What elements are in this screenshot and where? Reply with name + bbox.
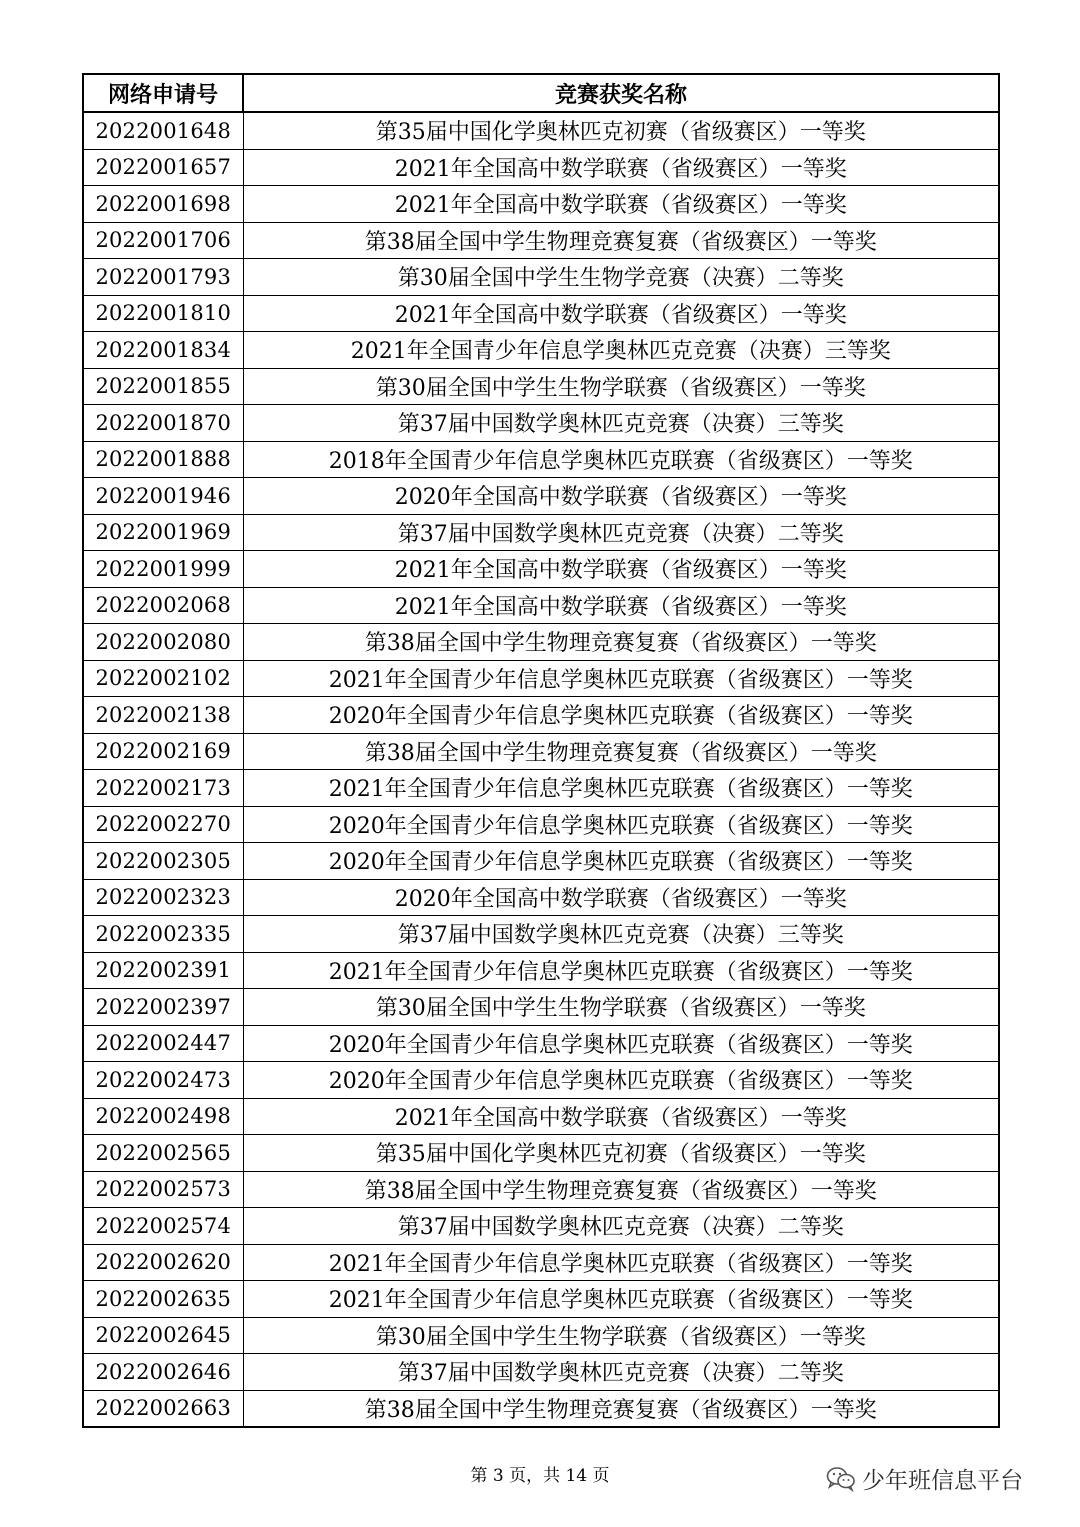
table-row	[83, 368, 999, 405]
application-id-cell: 2022002473	[83, 1062, 243, 1099]
table-row	[83, 624, 999, 661]
application-id-cell: 2022001648	[83, 112, 243, 149]
application-id-cell: 2022002447	[83, 1025, 243, 1062]
header-row	[83, 74, 999, 112]
watermark-text: 少年班信息平台	[862, 1468, 1023, 1494]
table-row	[83, 259, 999, 296]
table-row	[83, 952, 999, 989]
table-row	[83, 186, 999, 223]
table-row	[83, 660, 999, 697]
application-id-cell: 2022002391	[83, 952, 243, 989]
table-row	[83, 587, 999, 624]
application-id-cell: 2022002663	[83, 1390, 243, 1427]
table-row	[83, 405, 999, 442]
application-id-cell: 2022001706	[83, 222, 243, 259]
award-name-cell: 第30届全国中学生生物学联赛（省级赛区）一等奖	[243, 368, 999, 405]
application-id-cell: 2022002646	[83, 1354, 243, 1391]
award-name-cell: 第35届中国化学奥林匹克初赛（省级赛区）一等奖	[243, 1135, 999, 1172]
award-name-cell: 2020年全国青少年信息学奥林匹克联赛（省级赛区）一等奖	[243, 697, 999, 734]
award-name-cell: 第37届中国数学奥林匹克竞赛（决赛）三等奖	[243, 405, 999, 442]
table-body	[83, 112, 999, 1427]
application-id-cell: 2022002169	[83, 733, 243, 770]
award-name-cell: 2021年全国高中数学联赛（省级赛区）一等奖	[243, 186, 999, 223]
award-name-cell: 2018年全国青少年信息学奥林匹克联赛（省级赛区）一等奖	[243, 441, 999, 478]
application-id-cell: 2022001793	[83, 259, 243, 296]
application-id-cell: 2022002635	[83, 1281, 243, 1318]
table-header	[83, 74, 999, 112]
application-id-cell: 2022002565	[83, 1135, 243, 1172]
application-id-cell: 2022002305	[83, 843, 243, 880]
application-id-cell: 2022002645	[83, 1317, 243, 1354]
application-id-cell: 2022002270	[83, 806, 243, 843]
table-row	[83, 514, 999, 551]
wechat-icon	[826, 1466, 856, 1492]
application-id-cell: 2022001698	[83, 186, 243, 223]
table-row	[83, 1171, 999, 1208]
table-row	[83, 697, 999, 734]
table-row	[83, 1281, 999, 1318]
table-row	[83, 222, 999, 259]
table-row	[83, 1244, 999, 1281]
award-name-cell: 2020年全国高中数学联赛（省级赛区）一等奖	[243, 879, 999, 916]
watermark	[826, 1462, 1023, 1495]
award-name-cell: 2021年全国青少年信息学奥林匹克竞赛（决赛）三等奖	[243, 332, 999, 369]
award-name-cell: 第38届全国中学生物理竞赛复赛（省级赛区）一等奖	[243, 1390, 999, 1427]
table-row	[83, 295, 999, 332]
application-id-cell: 2022002138	[83, 697, 243, 734]
table-row	[83, 1062, 999, 1099]
table-row	[83, 441, 999, 478]
application-id-cell: 2022001834	[83, 332, 243, 369]
award-name-cell: 第37届中国数学奥林匹克竞赛（决赛）三等奖	[243, 916, 999, 953]
application-id-cell: 2022002102	[83, 660, 243, 697]
table-row	[83, 1354, 999, 1391]
application-id-cell: 2022001999	[83, 551, 243, 588]
page-footer: 第 3 页，共 14 页	[470, 1466, 610, 1486]
table-row	[83, 843, 999, 880]
table-row	[83, 1208, 999, 1245]
table-row	[83, 916, 999, 953]
table-row	[83, 1025, 999, 1062]
application-id-cell: 2022001657	[83, 149, 243, 186]
table-row	[83, 770, 999, 807]
application-id-cell: 2022002498	[83, 1098, 243, 1135]
award-name-cell: 第38届全国中学生物理竞赛复赛（省级赛区）一等奖	[243, 733, 999, 770]
application-id-cell: 2022002573	[83, 1171, 243, 1208]
award-name-cell: 2020年全国青少年信息学奥林匹克联赛（省级赛区）一等奖	[243, 1025, 999, 1062]
award-name-cell: 第38届全国中学生物理竞赛复赛（省级赛区）一等奖	[243, 1171, 999, 1208]
application-id-cell: 2022001855	[83, 368, 243, 405]
application-id-cell: 2022001946	[83, 478, 243, 515]
award-name-cell: 第38届全国中学生物理竞赛复赛（省级赛区）一等奖	[243, 222, 999, 259]
award-name-cell: 第37届中国数学奥林匹克竞赛（决赛）二等奖	[243, 1208, 999, 1245]
award-name-cell: 2021年全国青少年信息学奥林匹克联赛（省级赛区）一等奖	[243, 1244, 999, 1281]
award-name-cell: 2021年全国高中数学联赛（省级赛区）一等奖	[243, 587, 999, 624]
award-name-cell: 第38届全国中学生物理竞赛复赛（省级赛区）一等奖	[243, 624, 999, 661]
awards-table	[82, 73, 1000, 1428]
table-row	[83, 1390, 999, 1427]
application-id-cell: 2022001870	[83, 405, 243, 442]
award-name-cell: 2021年全国青少年信息学奥林匹克联赛（省级赛区）一等奖	[243, 1281, 999, 1318]
table-row	[83, 733, 999, 770]
table-row	[83, 806, 999, 843]
application-id-cell: 2022002068	[83, 587, 243, 624]
table-row	[83, 989, 999, 1026]
award-name-cell: 2021年全国高中数学联赛（省级赛区）一等奖	[243, 149, 999, 186]
award-name-cell: 2020年全国高中数学联赛（省级赛区）一等奖	[243, 478, 999, 515]
table-row	[83, 478, 999, 515]
award-name-cell: 2021年全国青少年信息学奥林匹克联赛（省级赛区）一等奖	[243, 770, 999, 807]
application-id-cell: 2022002080	[83, 624, 243, 661]
application-id-cell: 2022001888	[83, 441, 243, 478]
award-name-cell: 2021年全国青少年信息学奥林匹克联赛（省级赛区）一等奖	[243, 660, 999, 697]
table-row	[83, 1098, 999, 1135]
application-id-cell: 2022002620	[83, 1244, 243, 1281]
header-application-id: 网络申请号	[83, 74, 243, 112]
award-name-cell: 2021年全国高中数学联赛（省级赛区）一等奖	[243, 295, 999, 332]
application-id-cell: 2022002335	[83, 916, 243, 953]
award-name-cell: 第37届中国数学奥林匹克竞赛（决赛）二等奖	[243, 1354, 999, 1391]
award-name-cell: 2020年全国青少年信息学奥林匹克联赛（省级赛区）一等奖	[243, 1062, 999, 1099]
table-row	[83, 1317, 999, 1354]
award-name-cell: 2021年全国青少年信息学奥林匹克联赛（省级赛区）一等奖	[243, 952, 999, 989]
table-row	[83, 551, 999, 588]
award-name-cell: 第30届全国中学生生物学竞赛（决赛）二等奖	[243, 259, 999, 296]
table-row	[83, 879, 999, 916]
table-row	[83, 112, 999, 149]
application-id-cell: 2022002173	[83, 770, 243, 807]
award-name-cell: 第30届全国中学生生物学联赛（省级赛区）一等奖	[243, 989, 999, 1026]
award-name-cell: 第35届中国化学奥林匹克初赛（省级赛区）一等奖	[243, 112, 999, 149]
header-award-name: 竞赛获奖名称	[243, 74, 999, 112]
application-id-cell: 2022002574	[83, 1208, 243, 1245]
table-row	[83, 1135, 999, 1172]
application-id-cell: 2022002323	[83, 879, 243, 916]
award-name-cell: 第30届全国中学生生物学联赛（省级赛区）一等奖	[243, 1317, 999, 1354]
table-row	[83, 332, 999, 369]
application-id-cell: 2022002397	[83, 989, 243, 1026]
application-id-cell: 2022001810	[83, 295, 243, 332]
award-name-cell: 2021年全国高中数学联赛（省级赛区）一等奖	[243, 551, 999, 588]
table-row	[83, 149, 999, 186]
award-name-cell: 2021年全国高中数学联赛（省级赛区）一等奖	[243, 1098, 999, 1135]
award-name-cell: 第37届中国数学奥林匹克竞赛（决赛）二等奖	[243, 514, 999, 551]
award-name-cell: 2020年全国青少年信息学奥林匹克联赛（省级赛区）一等奖	[243, 843, 999, 880]
application-id-cell: 2022001969	[83, 514, 243, 551]
award-name-cell: 2020年全国青少年信息学奥林匹克联赛（省级赛区）一等奖	[243, 806, 999, 843]
